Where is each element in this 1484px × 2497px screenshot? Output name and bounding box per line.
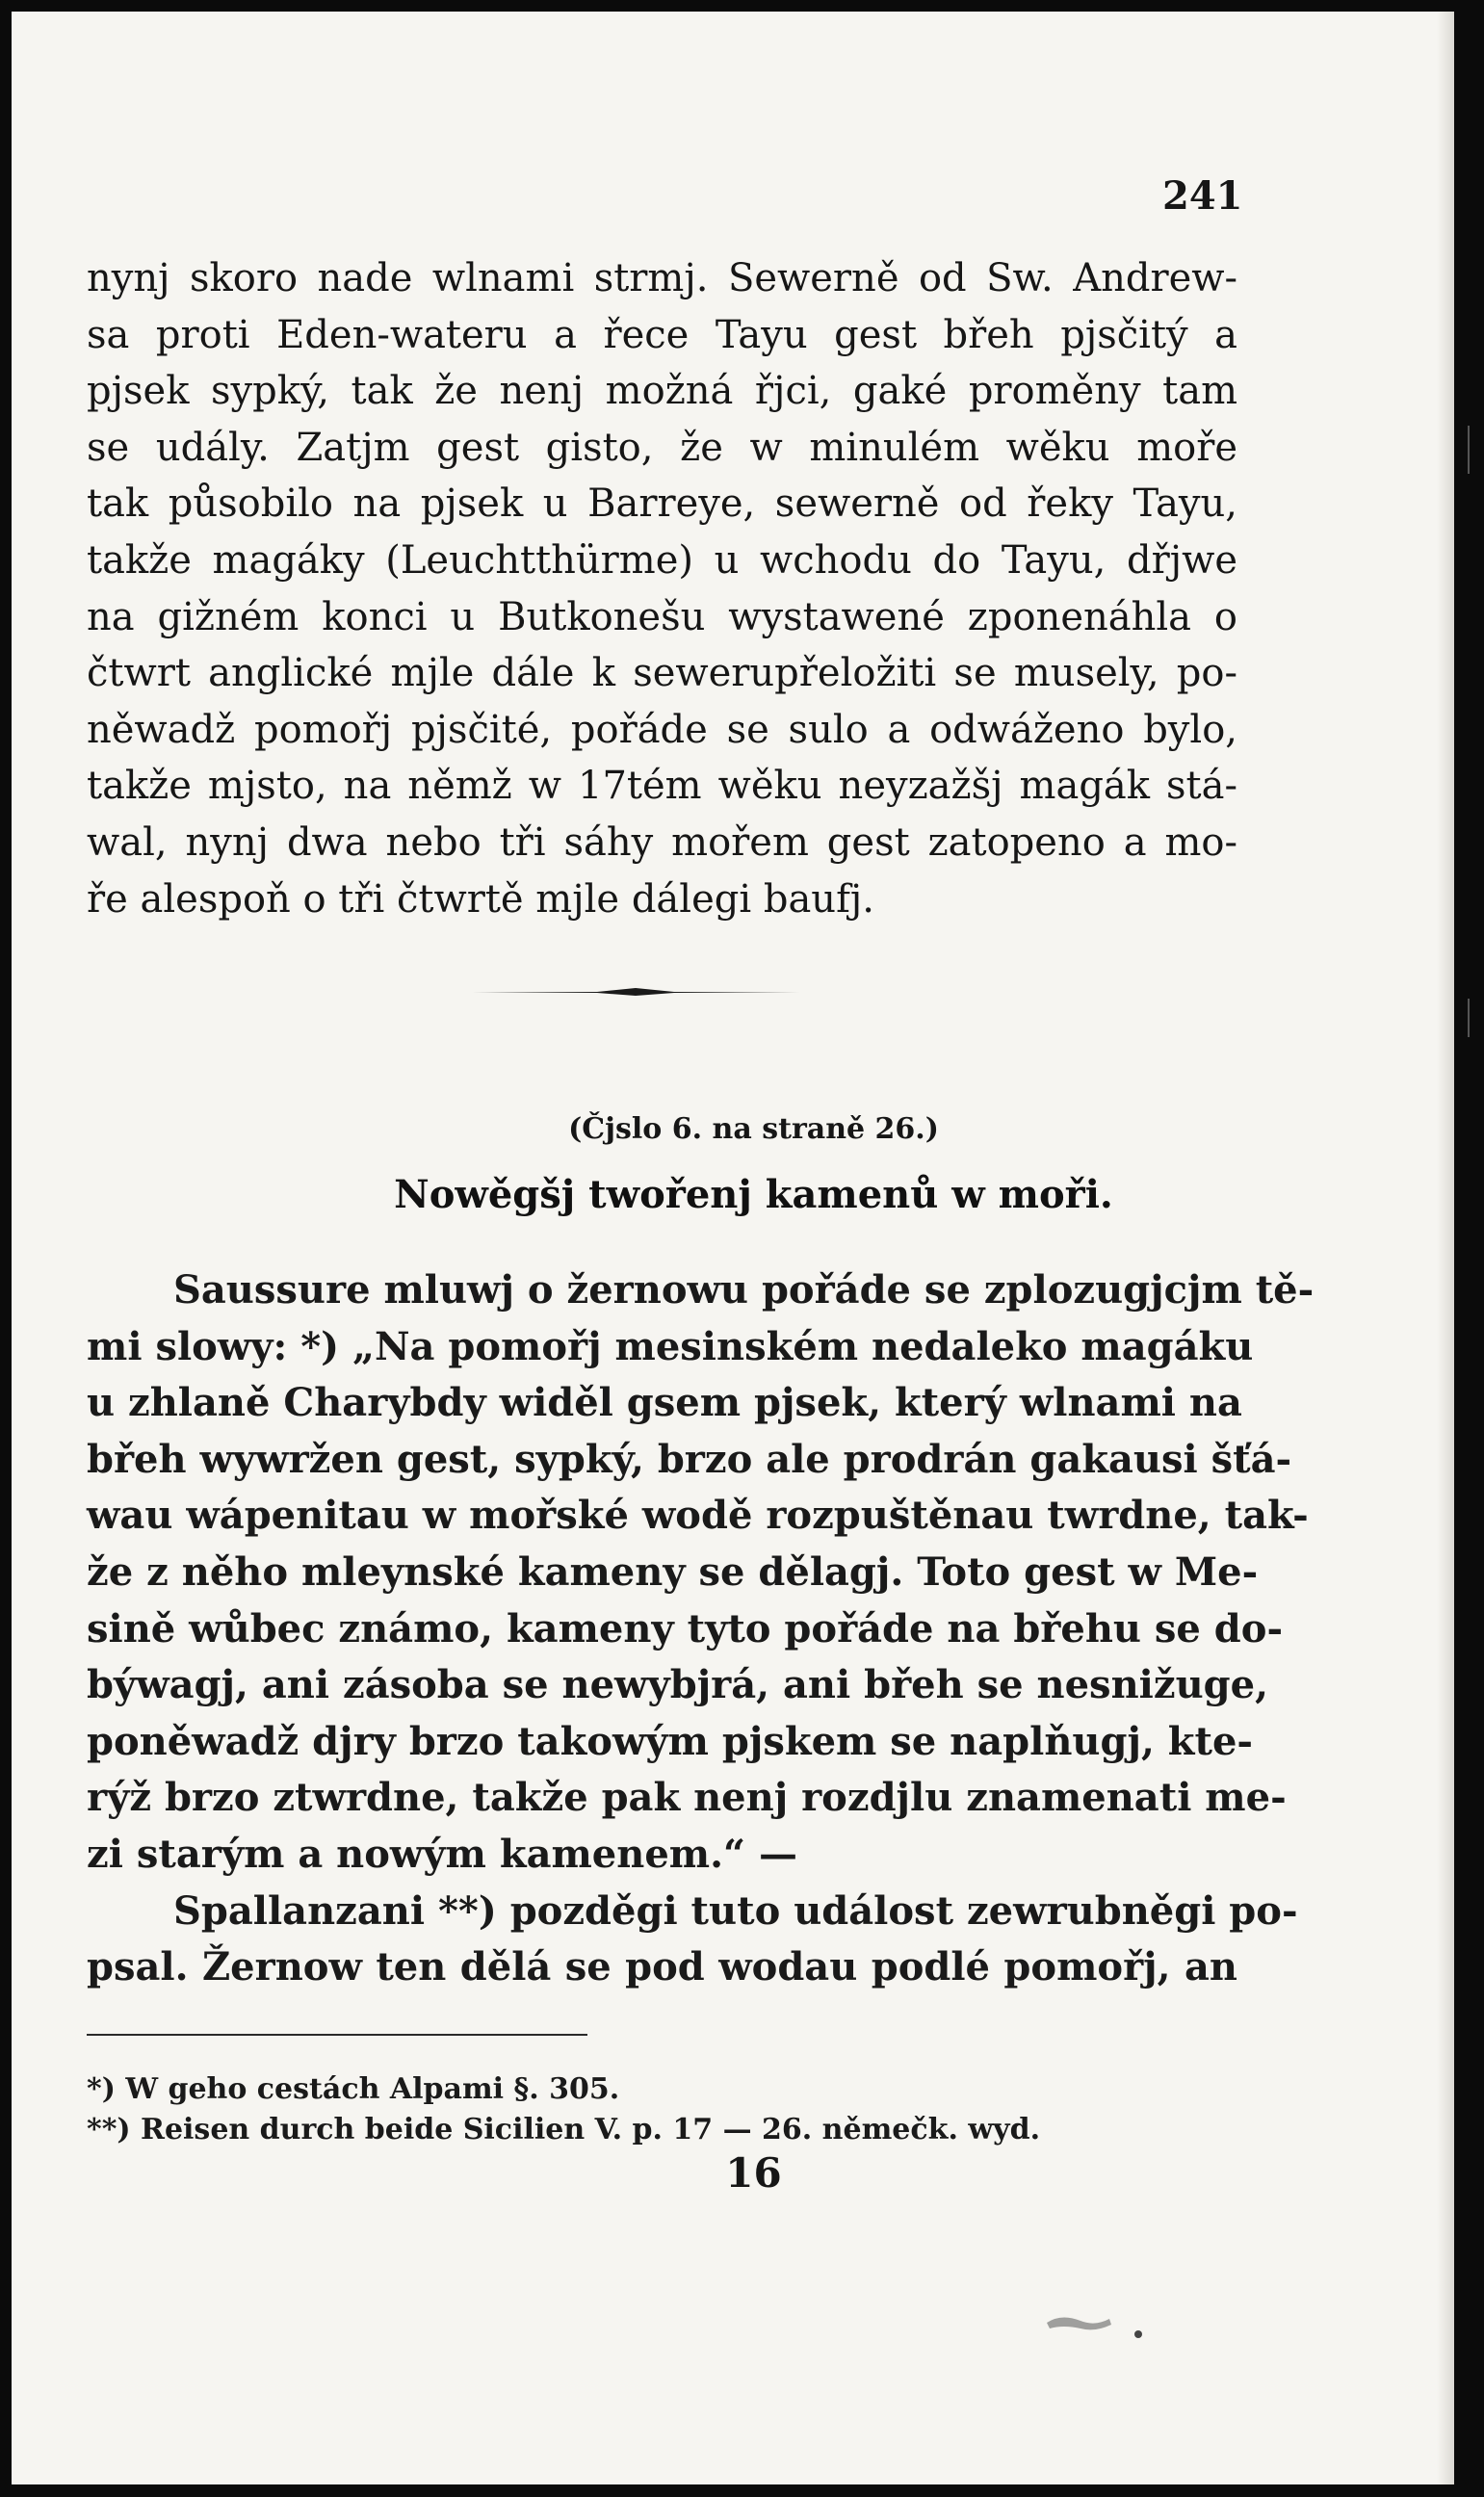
ink-smudge bbox=[1042, 2303, 1158, 2342]
footnote-rule bbox=[87, 2034, 587, 2036]
text-line: nynj skoro nade wlnami strmj. Sewerně od Sw. Andrew- bbox=[87, 256, 1237, 300]
text-line: něwadž pomořj pjsčité, pořáde se sulo a odwáženo bylo, bbox=[87, 707, 1237, 752]
text-line: sině wůbec známo, kameny tyto pořáde na břehu se do- bbox=[87, 1605, 1284, 1652]
paragraph-1 bbox=[87, 250, 1237, 927]
text-line: wal, nynj dwa nebo tři sáhy mořem gest zatopeno a mo- bbox=[87, 819, 1237, 865]
paragraph-2 bbox=[87, 1262, 1315, 1996]
text-line: rýž brzo ztwrdne, takže pak nenj rozdjlu znamenati me- bbox=[87, 1775, 1287, 1821]
text-line: Spallanzani **) pozděgi tuto událost zewrubněgi po- bbox=[173, 1887, 1298, 1934]
section-title: Nowěgšj twořenj kamenů w moři. bbox=[394, 1172, 1113, 1217]
text-line: zi starým a nowým kamenem.“ — bbox=[87, 1831, 797, 1877]
footnotes bbox=[87, 2069, 1146, 2150]
text-line: že z něho mleynské kameny se dělagj. Toto gest w Me- bbox=[87, 1548, 1259, 1595]
page-number: 241 bbox=[1162, 173, 1243, 219]
text-line: ře alespoň o tři čtwrtě mjle dálegi baufj. bbox=[87, 876, 874, 922]
text-line: mi slowy: *) „Na pomořj mesinském nedaleko magáku bbox=[87, 1323, 1254, 1369]
text-line: čtwrt anglické mjle dále k sewerupřeložiti se musely, po- bbox=[87, 651, 1237, 696]
text-line: se udály. Zatjm gest gisto, že w minulém wěku moře bbox=[87, 425, 1237, 470]
text-line: pjsek sypký, tak že nenj možná řjci, gaké proměny tam bbox=[87, 369, 1237, 414]
footnote: **) Reisen durch beide Sicilien V. p. 17 — 26. němečk. wyd. bbox=[87, 2113, 1041, 2146]
text-line: u zhlaně Charybdy widěl gsem pjsek, který wlnami na bbox=[87, 1380, 1242, 1426]
text-line: psal. Žernow ten dělá se pod wodau podlé pomořj, an bbox=[87, 1944, 1237, 1990]
text-line: na gižném konci u Butkonešu wystawené zponenáhla o bbox=[87, 594, 1237, 639]
footnote: *) W geho cestách Alpami §. 305. bbox=[87, 2072, 620, 2106]
text-line: sa proti Eden-wateru a řece Tayu gest břeh pjsčitý a bbox=[87, 312, 1237, 357]
margin-mark bbox=[1468, 426, 1470, 474]
text-line: Saussure mluwj o žernowu pořáde se zplozugjcjm tě- bbox=[173, 1267, 1315, 1313]
text-line: takže mjsto, na němž w 17tém wěku neyzažšj magák stá- bbox=[87, 764, 1237, 809]
text-line: tak působilo na pjsek u Barreye, sewerně od řeky Tayu, bbox=[87, 481, 1237, 527]
text-line: takže magáky (Leuchtthürme) u wchodu do Tayu, dřjwe bbox=[87, 537, 1237, 583]
text-line: wau wápenitau w mořské wodě rozpuštěnau twrdne, tak- bbox=[87, 1493, 1309, 1539]
signature-mark: 16 bbox=[725, 2149, 782, 2197]
text-line: poněwadž djry brzo takowým pjskem se naplňugj, kte- bbox=[87, 1718, 1254, 1764]
scan-edge-shadow bbox=[1437, 12, 1454, 2484]
margin-mark bbox=[1468, 999, 1470, 1037]
text-line: býwagj, ani zásoba se newybjrá, ani břeh se nesnižuge, bbox=[87, 1662, 1268, 1708]
section-divider-ornament bbox=[472, 986, 799, 998]
section-caption: (Čjslo 6. na straně 26.) bbox=[568, 1112, 939, 1146]
text-line: břeh wywržen gest, sypký, brzo ale prodrán gakausi šťá- bbox=[87, 1436, 1292, 1482]
book-page bbox=[12, 12, 1454, 2484]
